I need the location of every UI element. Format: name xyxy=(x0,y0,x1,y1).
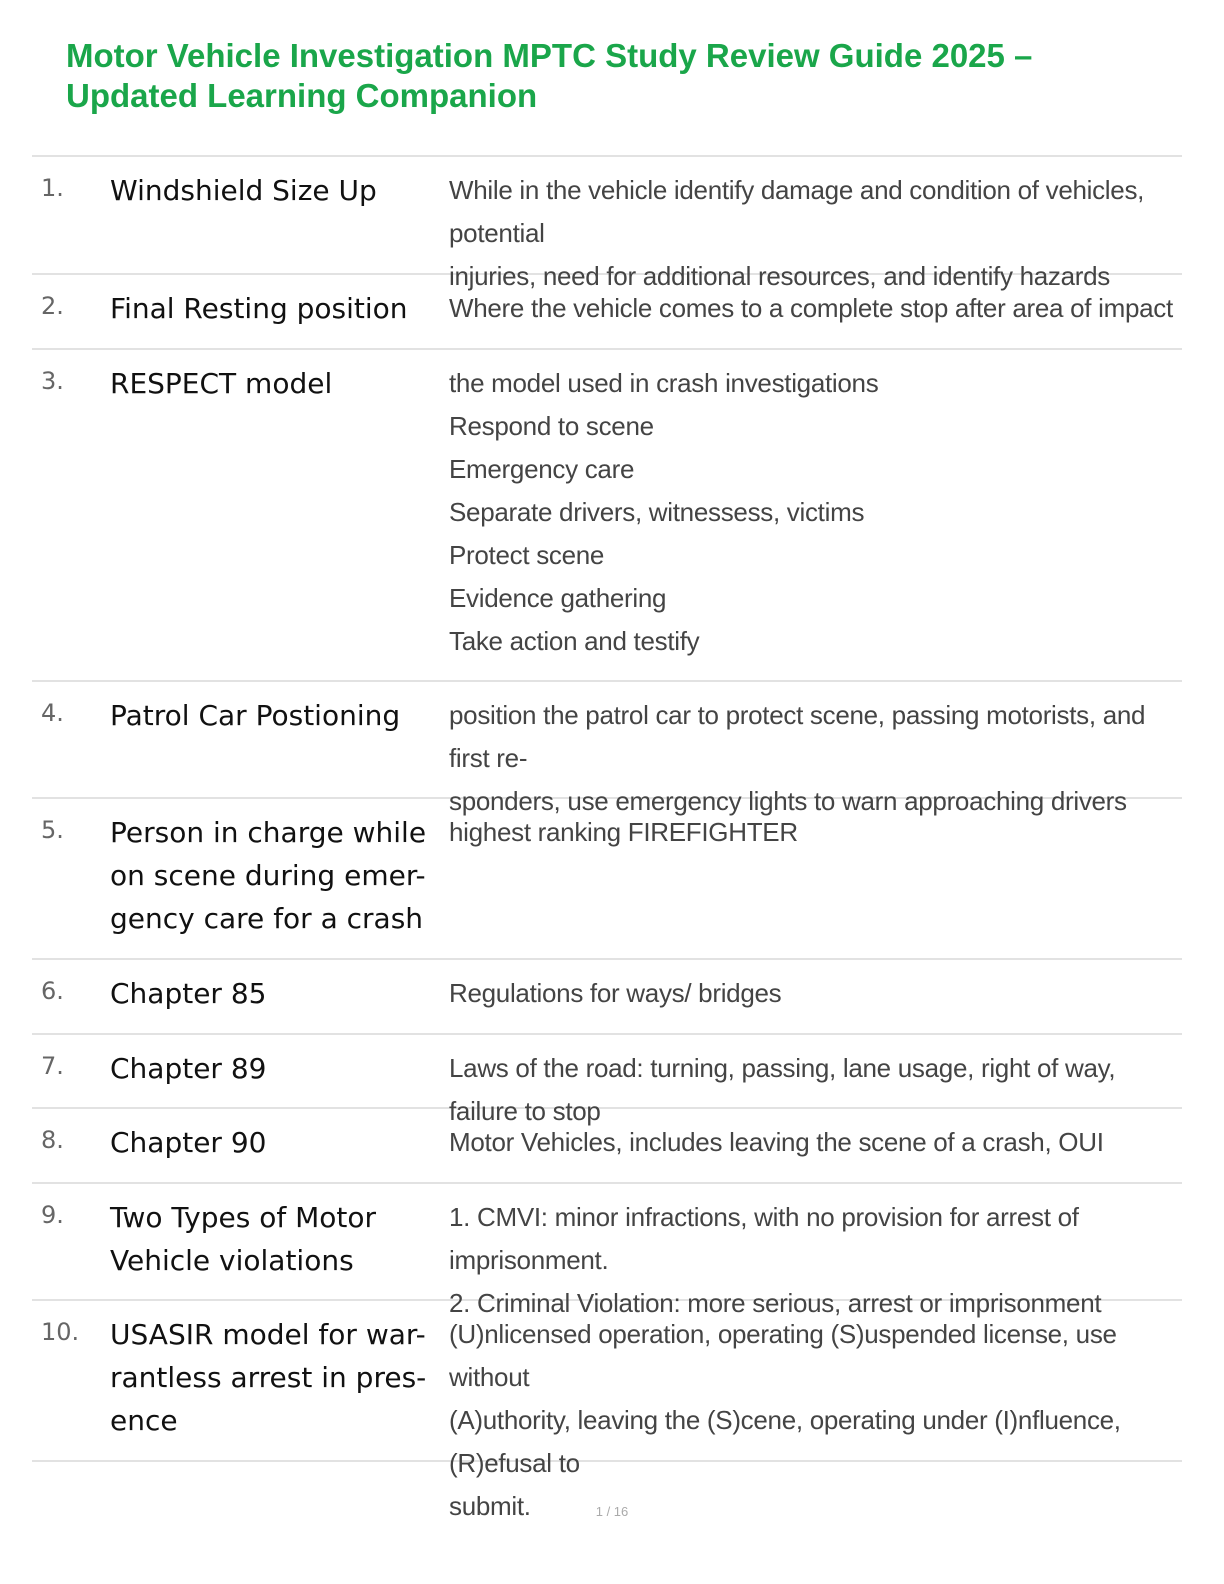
row-term: Patrol Car Postioning xyxy=(110,699,401,732)
definition-line: Protect scene xyxy=(449,540,605,570)
definition-line: submit. xyxy=(449,1491,531,1521)
table-row xyxy=(32,350,1182,682)
row-number: 4. xyxy=(41,699,64,727)
definition-line: position the patrol car to protect scene, passing motorists, and first re- xyxy=(449,700,1146,773)
definition-line: Laws of the road: turning, passing, lane usage, right of way, failure to stop xyxy=(449,1053,1116,1126)
row-term: Person in charge while on scene during emer- gency care for a crash xyxy=(110,816,427,935)
definition-line: Emergency care xyxy=(449,454,635,484)
title-line-1: Motor Vehicle Investigation MPTC Study Review Guide 2025 – xyxy=(66,37,1033,74)
definition-line: Respond to scene xyxy=(449,411,654,441)
definition-line: (A)uthority, leaving the (S)cene, operating under (I)nfluence, (R)efusal to xyxy=(449,1405,1121,1478)
table-row xyxy=(32,1109,1182,1184)
table-row xyxy=(32,275,1182,350)
row-number: 2. xyxy=(41,292,64,320)
row-number: 5. xyxy=(41,816,64,844)
row-number: 9. xyxy=(41,1201,64,1229)
row-term: Chapter 89 xyxy=(110,1052,267,1085)
row-number: 7. xyxy=(41,1052,64,1080)
document-title xyxy=(66,36,1166,116)
row-definition xyxy=(449,362,1174,663)
definition-line: While in the vehicle identify damage and condition of vehicles, potential xyxy=(449,175,1145,248)
definition-line: highest ranking FIREFIGHTER xyxy=(449,817,798,847)
row-definition xyxy=(449,972,1174,1015)
row-term: USASIR model for war- rantless arrest in pres- ence xyxy=(110,1318,427,1437)
table-row xyxy=(32,682,1182,816)
row-definition xyxy=(449,811,1174,854)
table-row xyxy=(32,960,1182,1035)
row-term: RESPECT model xyxy=(110,367,333,400)
definition-line: 1. CMVI: minor infractions, with no provision for arrest of imprisonment. xyxy=(449,1202,1079,1275)
definition-line: Motor Vehicles, includes leaving the scene of a crash, OUI xyxy=(449,1127,1104,1157)
definition-line: injuries, need for additional resources, and identify hazards xyxy=(449,261,1110,291)
definition-line: Separate drivers, witnessess, victims xyxy=(449,497,865,527)
definition-line: Regulations for ways/ bridges xyxy=(449,978,782,1008)
table-row xyxy=(32,1035,1182,1126)
row-term: Two Types of Motor Vehicle violations xyxy=(110,1201,376,1277)
definition-line: (U)nlicensed operation, operating (S)uspended license, use without xyxy=(449,1319,1117,1392)
row-number: 8. xyxy=(41,1126,64,1154)
table-row xyxy=(32,799,1182,960)
definition-line: Where the vehicle comes to a complete stop after area of impact xyxy=(449,293,1173,323)
row-number: 6. xyxy=(41,977,64,1005)
row-definition xyxy=(449,287,1174,330)
row-term: Final Resting position xyxy=(110,292,408,325)
row-number: 1. xyxy=(41,174,64,202)
row-term: Windshield Size Up xyxy=(110,174,377,207)
definition-line: the model used in crash investigations xyxy=(449,368,879,398)
definition-line: 2. Criminal Violation: more serious, arrest or imprisonment xyxy=(449,1288,1102,1318)
definition-line: Take action and testify xyxy=(449,626,700,656)
table-row xyxy=(32,157,1182,291)
title-line-2: Updated Learning Companion xyxy=(66,77,538,114)
row-definition xyxy=(449,1121,1174,1164)
row-number: 3. xyxy=(41,367,64,395)
page-number: 1 / 16 xyxy=(595,1504,629,1519)
row-definition xyxy=(449,1313,1174,1528)
definition-line: sponders, use emergency lights to warn approaching drivers xyxy=(449,786,1127,816)
row-term: Chapter 85 xyxy=(110,977,267,1010)
definition-line: Evidence gathering xyxy=(449,583,667,613)
row-number: 10. xyxy=(41,1318,80,1346)
table-row xyxy=(32,1184,1182,1318)
row-term: Chapter 90 xyxy=(110,1126,267,1159)
